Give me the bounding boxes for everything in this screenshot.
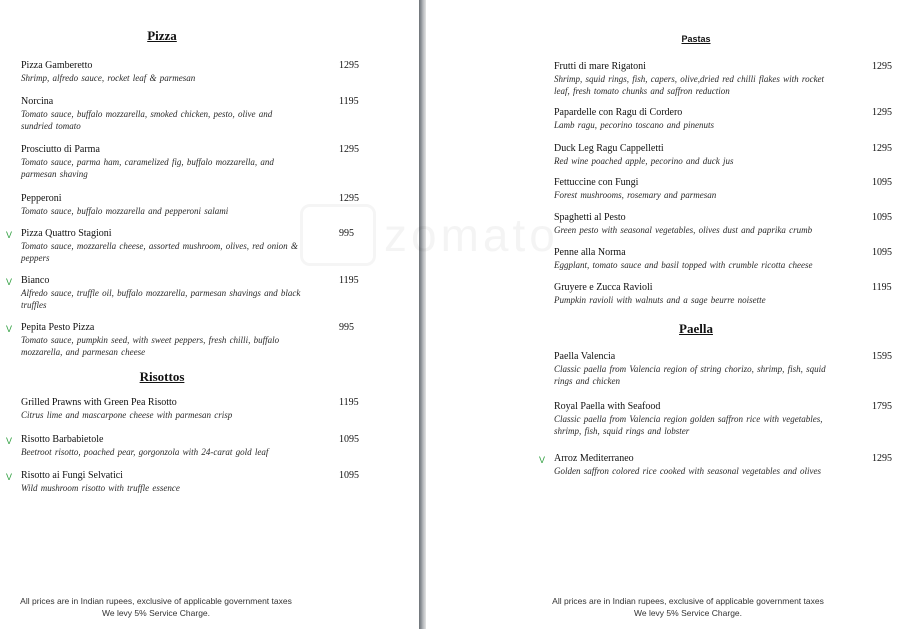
menu-item-description: Classic paella from Valencia region of string chorizo, shrimp, fish, squid rings and chicken (554, 364, 826, 386)
menu-item (21, 470, 303, 494)
price-footer (0, 595, 316, 619)
menu-item-price: 1095 (872, 212, 892, 223)
pizza-section-title: Pizza (147, 28, 177, 43)
menu-item-name: Arroz Mediterraneo (554, 453, 634, 464)
menu-item-description: Red wine poached apple, pecorino and duck jus (554, 156, 734, 166)
menu-item-description: Classic paella from Valencia region golden saffron rice with vegetables, shrimp, fish, squid rings and lobster (554, 414, 823, 436)
menu-item (554, 282, 836, 306)
menu-item-price: 1795 (872, 401, 892, 412)
risotto-section-title: Risottos (139, 369, 185, 384)
page-divider (419, 0, 426, 629)
menu-item (21, 60, 303, 84)
vegetarian-mark: V (6, 324, 13, 334)
menu-item-name: Penne alla Norma (554, 247, 626, 258)
menu-item-description: Wild mushroom risotto with truffle essence (21, 483, 180, 493)
menu-item (21, 275, 303, 311)
menu-item-description: Pumpkin ravioli with walnuts and a sage beurre noisette (554, 295, 766, 305)
menu-item-name: Royal Paella with Seafood (554, 401, 661, 412)
menu-item (554, 401, 836, 437)
menu-item-price: 1195 (339, 275, 359, 286)
menu-item-name: Spaghetti al Pesto (554, 212, 626, 223)
vegetarian-mark: V (6, 472, 13, 482)
menu-item-name: Papardelle con Ragu di Cordero (554, 107, 683, 118)
menu-item-name: Risotto ai Fungi Selvatici (21, 470, 123, 481)
menu-page-left (0, 0, 419, 629)
menu-item-price: 1295 (339, 60, 359, 71)
menu-item-price: 1295 (339, 193, 359, 204)
menu-item (554, 107, 836, 131)
menu-item-name: Pizza Gamberetto (21, 60, 93, 71)
menu-item (554, 212, 836, 236)
menu-item-description: Shrimp, squid rings, fish, capers, olive,dried red chilli flakes with rocket leaf, fresh tomato chunks and saffron reduction (554, 74, 825, 96)
vegetarian-mark: V (6, 436, 13, 446)
footer-service-note-right: We levy 5% Service Charge. (633, 608, 743, 618)
menu-item-description: Eggplant, tomato sauce and basil topped with crumble ricotta cheese (554, 260, 813, 270)
menu-item-price: 1095 (339, 434, 359, 445)
menu-item-price: 1195 (339, 397, 359, 408)
footer-tax-note: All prices are in Indian rupees, exclusive of applicable government taxes (20, 596, 292, 606)
menu-item-name: Prosciutto di Parma (21, 144, 100, 155)
menu-item (21, 193, 303, 217)
menu-page-right (426, 0, 902, 629)
menu-item (554, 143, 836, 167)
pastas-section-title: Pastas (681, 34, 711, 44)
menu-item (554, 61, 836, 97)
menu-item-description: Beetroot risotto, poached pear, gorgonzola with 24-carat gold leaf (21, 447, 269, 457)
menu-item-name: Duck Leg Ragu Cappelletti (554, 143, 664, 154)
menu-item-description: Tomato sauce, mozzarella cheese, assorted mushroom, olives, red onion & peppers (21, 241, 298, 263)
menu-item-name: Bianco (21, 275, 50, 286)
menu-item-name: Frutti di mare Rigatoni (554, 61, 646, 72)
menu-item-price: 1595 (872, 351, 892, 362)
vegetarian-mark: V (6, 277, 13, 287)
menu-item-price: 1095 (339, 470, 359, 481)
menu-item-name: Gruyere e Zucca Ravioli (554, 282, 653, 293)
menu-item-name: Risotto Barbabietole (21, 434, 104, 445)
menu-item (554, 247, 836, 271)
menu-item (554, 453, 836, 477)
menu-item-description: Golden saffron colored rice cooked with seasonal vegetables and olives (554, 466, 822, 476)
paella-section-title: Paella (679, 321, 713, 336)
menu-item-price: 1095 (872, 247, 892, 258)
menu-item (21, 144, 303, 180)
menu-item-description: Tomato sauce, parma ham, caramelized fig, buffalo mozzarella, and parmesan shaving (21, 157, 274, 179)
menu-item-name: Pepita Pesto Pizza (21, 322, 95, 333)
menu-item-price: 1295 (872, 143, 892, 154)
menu-item-name: Norcina (21, 96, 54, 107)
menu-item-price: 1295 (872, 61, 892, 72)
menu-item-price: 995 (339, 322, 354, 333)
footer-tax-note-right: All prices are in Indian rupees, exclusive of applicable government taxes (552, 596, 824, 606)
menu-item (554, 351, 836, 387)
menu-item (21, 434, 303, 458)
vegetarian-mark: V (539, 455, 546, 465)
menu-item-name: Paella Valencia (554, 351, 616, 362)
menu-item-price: 1195 (872, 282, 892, 293)
menu-item-description: Alfredo sauce, truffle oil, buffalo mozzarella, parmesan shavings and black truffles (21, 288, 301, 310)
menu-item-description: Forest mushrooms, rosemary and parmesan (554, 190, 717, 200)
menu-item-description: Lamb ragu, pecorino toscano and pinenuts (554, 120, 714, 130)
menu-item-description: Citrus lime and mascarpone cheese with parmesan crisp (21, 410, 233, 420)
menu-item-name: Fettuccine con Fungi (554, 177, 639, 188)
menu-item-price: 1195 (339, 96, 359, 107)
price-footer-right (528, 595, 848, 619)
menu-item (554, 177, 836, 201)
menu-item (21, 322, 303, 358)
menu-item (21, 96, 303, 132)
menu-item-name: Pepperoni (21, 193, 62, 204)
menu-item-price: 1295 (872, 107, 892, 118)
menu-item (21, 397, 303, 421)
menu-item-description: Green pesto with seasonal vegetables, olives dust and paprika crumb (554, 225, 813, 235)
menu-item-price: 1295 (872, 453, 892, 464)
menu-item-price: 1295 (339, 144, 359, 155)
menu-item-price: 995 (339, 228, 354, 239)
menu-item-description: Tomato sauce, pumpkin seed, with sweet peppers, fresh chilli, buffalo mozzarella, and parmesan cheese (21, 335, 280, 357)
menu-item-description: Tomato sauce, buffalo mozzarella and pepperoni salami (21, 206, 229, 216)
menu-item-price: 1095 (872, 177, 892, 188)
footer-service-note: We levy 5% Service Charge. (101, 608, 211, 618)
menu-item-description: Shrimp, alfredo sauce, rocket leaf & parmesan (21, 73, 196, 83)
menu-item (21, 228, 303, 264)
menu-item-name: Grilled Prawns with Green Pea Risotto (21, 397, 177, 408)
menu-item-description: Tomato sauce, buffalo mozzarella, smoked chicken, pesto, olive and sundried tomato (21, 109, 273, 131)
vegetarian-mark: V (6, 230, 13, 240)
menu-item-name: Pizza Quattro Stagioni (21, 228, 112, 239)
